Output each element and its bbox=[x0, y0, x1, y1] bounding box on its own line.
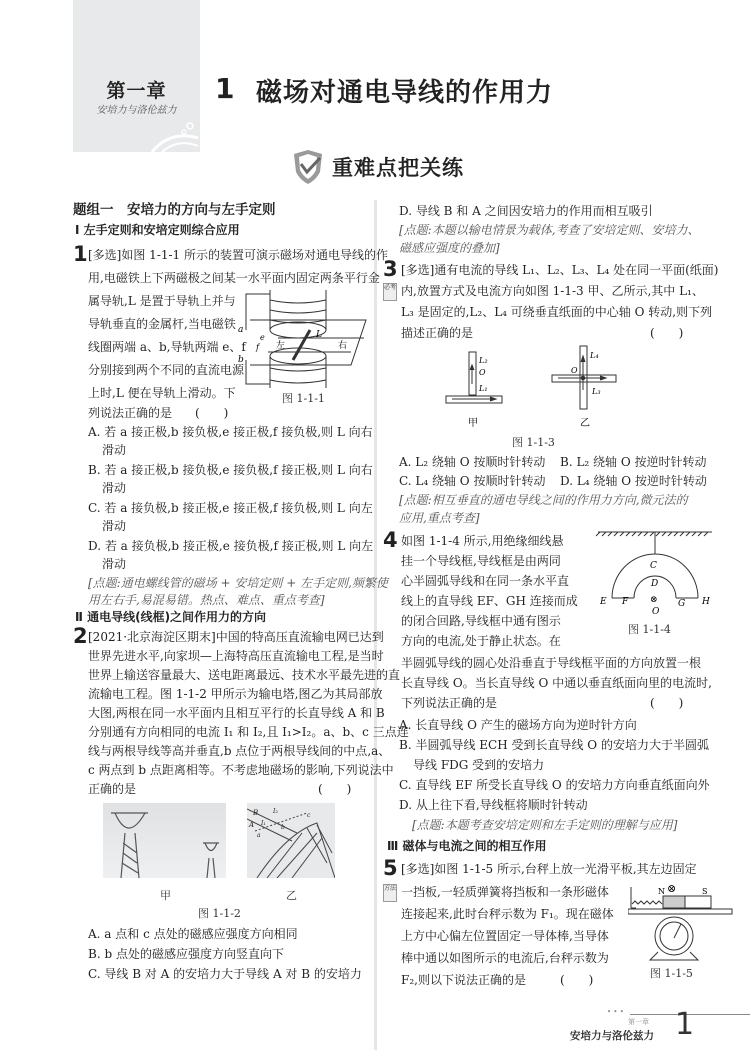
label-A: A bbox=[249, 821, 255, 829]
label-N: N bbox=[658, 887, 665, 896]
chapter-label: 第一章 bbox=[106, 80, 167, 102]
tip-text: 磁感应强度的叠加] bbox=[399, 241, 500, 255]
question-number: 3 bbox=[383, 257, 398, 281]
option-b[interactable]: B. 若 a 接正极,b 接负极,e 接负极,f 接正极,则 L 向右 bbox=[88, 463, 373, 477]
answer-blank[interactable]: ( ) bbox=[650, 696, 684, 710]
question-text-line: 连接起来,此时台秤示数为 F₁。现在磁体 bbox=[401, 907, 614, 921]
footer-chapter: 第一章 bbox=[628, 1018, 649, 1026]
question-text-line: [多选]如图 1-1-1 所示的装置可演示磁场对通电导线的作 bbox=[88, 248, 389, 262]
tip-text: [点题:本题考查安培定则和左手定则的理解与应用] bbox=[412, 818, 678, 832]
label-L4: L₄ bbox=[590, 351, 599, 360]
label-E: E bbox=[600, 597, 607, 607]
label-O: O bbox=[479, 368, 486, 377]
tip-text: 应用,重点考查] bbox=[399, 511, 480, 525]
label-F: F bbox=[622, 597, 629, 607]
answer-blank[interactable]: ( ) bbox=[195, 406, 229, 420]
question-text-line: 棒中通以如图所示的电流后,台秤示数为 bbox=[401, 951, 609, 965]
question-text-line: 上方中心偏左位置固定一导体棒,当导体 bbox=[401, 929, 609, 943]
photo-label-yi: 乙 bbox=[286, 889, 297, 902]
figure-caption: 图 1-1-2 bbox=[198, 907, 241, 920]
question-text-line: 心半圆弧导线和在同一条水平直 bbox=[401, 574, 570, 588]
label-C: C bbox=[650, 561, 657, 571]
label-G: G bbox=[678, 599, 686, 609]
question-text-line: c 两点到 b 点距离相等。不考虑地磁场的影响,下列说法中 bbox=[88, 763, 394, 777]
question-text-line: 导轨垂直的金属杆,当电磁铁 bbox=[88, 317, 236, 331]
question-text-line: 用,电磁铁上下两磁极之间某一水平面内固定两条平行金 bbox=[88, 271, 380, 285]
label-L1: L₁ bbox=[479, 384, 488, 393]
answer-blank[interactable]: ( ) bbox=[560, 973, 594, 987]
tip-text: [点题:本题以输电情景为载体,考查了安培定则、安培力、 bbox=[399, 223, 700, 237]
option-b-cont: 滑动 bbox=[102, 481, 127, 495]
lesson-number: 1 bbox=[215, 72, 235, 105]
label-B: B bbox=[253, 809, 259, 817]
label-H: H bbox=[702, 597, 710, 607]
question-number: 1 bbox=[73, 242, 88, 266]
label-left: 左 bbox=[276, 341, 286, 351]
cross-current-icon: ⊗ bbox=[667, 882, 677, 895]
swirl-ornament-icon bbox=[150, 118, 200, 153]
label-a: a bbox=[238, 325, 244, 335]
figure-caption: 图 1-1-4 bbox=[628, 623, 671, 636]
figure-caption: 图 1-1-3 bbox=[512, 436, 555, 449]
label-S: S bbox=[702, 887, 708, 896]
option-c[interactable]: C. 直导线 EF 所受长直导线 O 的安培力方向垂直纸面向外 bbox=[399, 778, 710, 792]
photo-tower-closeup bbox=[247, 803, 335, 878]
answer-blank[interactable]: ( ) bbox=[650, 326, 684, 340]
shield-check-icon bbox=[290, 148, 326, 186]
label-D: D bbox=[651, 579, 659, 589]
question-text-line: [2021·北京海淀区期末]中国的特高压直流输电网已达到 bbox=[88, 630, 384, 644]
question-text-line: 长直导线 O。当长直导线 O 中通以垂直纸面向里的电流时, bbox=[401, 676, 712, 690]
column-divider bbox=[374, 200, 377, 1050]
tip-text: [点题:通电螺线管的磁场 + 安培定则 + 左手定则,频繁使 bbox=[88, 576, 388, 590]
label-O: O bbox=[652, 607, 660, 617]
tip-text: [点题:相互垂直的通电导线之间的作用力方向,微元法的 bbox=[399, 493, 688, 507]
question-text-line: [多选]通有电流的导线 L₁、L₂、L₃、L₄ 处在同一平面(纸面) bbox=[401, 263, 719, 277]
question-text-line: 大图,两根在同一水平面内且相互平行的长直导线 A 和 B bbox=[88, 706, 385, 720]
question-text-line: 下列说法正确的是 bbox=[401, 696, 498, 710]
label-jia: 甲 bbox=[468, 418, 478, 429]
question-text-line: F₂,则以下说法正确的是 bbox=[401, 973, 526, 987]
question-text-line: L₃ 是固定的,L₂、L₄ 可绕垂直纸面的中心轴 O 转动,则下列 bbox=[401, 305, 713, 319]
option-a-cont: 滑动 bbox=[102, 443, 127, 457]
option-c[interactable]: C. 若 a 接负极,b 接正极,e 接正极,f 接负极,则 L 向左 bbox=[88, 501, 373, 515]
lesson-title: 磁场对通电导线的作用力 bbox=[256, 78, 554, 108]
option-d[interactable]: D. L₄ 绕轴 O 按逆时针转动 bbox=[560, 474, 707, 488]
page-number: 1 bbox=[675, 1007, 695, 1042]
group-title: 题组一 安培力的方向与左手定则 bbox=[73, 202, 276, 218]
option-a[interactable]: A. L₂ 绕轴 O 按顺时针转动 bbox=[399, 455, 546, 469]
label-b: b bbox=[238, 355, 244, 365]
answer-blank[interactable]: ( ) bbox=[318, 782, 352, 796]
subsection-title-1: Ⅰ 左手定则和安培定则综合应用 bbox=[75, 223, 240, 237]
label-a: a bbox=[257, 832, 261, 839]
option-b[interactable]: B. 半圆弧导线 ECH 受到长直导线 O 的安培力大于半圆弧 bbox=[399, 738, 709, 752]
question-text-line: 半圆弧导线的圆心处沿垂直于导线框平面的方向放置一根 bbox=[401, 656, 702, 670]
figure-caption: 图 1-1-1 bbox=[282, 392, 325, 405]
question-text-line: 描述正确的是 bbox=[401, 326, 474, 340]
question-text-line: 一挡板,一轻质弹簧将挡板和一条形磁体 bbox=[401, 885, 609, 899]
question-number: 4 bbox=[383, 528, 398, 552]
photo-transmission-tower bbox=[103, 803, 226, 878]
footer-dots: • • • bbox=[607, 1008, 624, 1016]
photo-label-jia: 甲 bbox=[160, 889, 171, 902]
question-text-line: 流输电工程。图 1-1-2 甲所示为输电塔,图乙为其局部放 bbox=[88, 687, 383, 701]
option-d-cont: 滑动 bbox=[102, 557, 127, 571]
label-O: O bbox=[571, 366, 578, 375]
option-a[interactable]: A. 长直导线 O 产生的磁场方向为逆时针方向 bbox=[399, 718, 637, 732]
option-a[interactable]: A. a 点和 c 点处的磁感应强度方向相同 bbox=[88, 927, 298, 941]
question-text-line: 方向的电流,处于静止状态。在 bbox=[401, 634, 561, 648]
question-text-line: 属导轨,L 是置于导轨上并与 bbox=[88, 294, 236, 308]
method-badge: 方法 bbox=[383, 884, 397, 902]
figure-caption: 图 1-1-5 bbox=[650, 967, 693, 980]
option-b[interactable]: B. b 点处的磁感应强度方向竖直向下 bbox=[88, 947, 284, 961]
option-d[interactable]: D. 从上往下看,导线框将顺时针转动 bbox=[399, 798, 588, 812]
question-text-line: 世界先进水平,向家坝—上海特高压直流输电工程,是当时 bbox=[88, 649, 384, 663]
question-text-line: 内,放置方式及电流方向如图 1-1-3 甲、乙所示,其中 L₁、 bbox=[401, 284, 704, 298]
question-text-line: 列说法正确的是 bbox=[88, 406, 173, 420]
label-yi: 乙 bbox=[580, 418, 590, 429]
label-e: e bbox=[260, 333, 265, 342]
figure-semicircle-frame bbox=[590, 530, 720, 618]
question-text-line: 的闭合回路,导线框中通有图示 bbox=[401, 614, 561, 628]
option-b[interactable]: B. L₂ 绕轴 O 按逆时针转动 bbox=[560, 455, 707, 469]
question-number: 5 bbox=[383, 856, 398, 880]
question-text-line: [多选]如图 1-1-5 所示,台秤上放一光滑平板,其左边固定 bbox=[401, 862, 697, 876]
label-I1: I₁ bbox=[261, 820, 266, 827]
section-title: 重难点把关练 bbox=[332, 156, 464, 180]
question-text-line: 上时,L 便在导轨上滑动。下 bbox=[88, 386, 236, 400]
subsection-title-3: Ⅲ 磁体与电流之间的相互作用 bbox=[387, 839, 547, 853]
figure-electromagnet-rails bbox=[238, 290, 370, 388]
option-c[interactable]: C. 导线 B 对 A 的安培力大于导线 A 对 B 的安培力 bbox=[88, 967, 362, 981]
option-b-cont: 导线 FDG 受到的安培力 bbox=[413, 758, 545, 772]
figure-crossed-wires bbox=[440, 344, 660, 434]
option-d[interactable]: D. 导线 B 和 A 之间因安培力的作用而相互吸引 bbox=[399, 204, 653, 218]
subsection-title-2: Ⅱ 通电导线(线框)之间作用力的方向 bbox=[75, 610, 267, 624]
option-d[interactable]: D. 若 a 接负极,b 接正极,e 接负极,f 接正极,则 L 向左 bbox=[88, 539, 374, 553]
label-L3: L₃ bbox=[592, 387, 601, 396]
question-text-line: 如图 1-1-4 所示,用绝缘细线悬 bbox=[401, 534, 564, 548]
question-number: 2 bbox=[73, 624, 88, 648]
question-text-line: 线圈两端 a、b,导轨两端 e、f bbox=[88, 340, 246, 354]
label-L2: L₂ bbox=[479, 356, 488, 365]
label-c: c bbox=[307, 812, 311, 819]
chapter-subtitle: 安培力与洛伦兹力 bbox=[96, 105, 177, 116]
question-text-line: 线上的直导线 EF、GH 连接而成 bbox=[401, 594, 578, 608]
label-f: f bbox=[256, 343, 259, 352]
option-c[interactable]: C. L₄ 绕轴 O 按顺时针转动 bbox=[399, 474, 546, 488]
option-c-cont: 滑动 bbox=[102, 519, 127, 533]
question-text-line: 分别通有方向相同的电流 I₁ 和 I₂,且 I₁>I₂。a、b、c 三点连 bbox=[88, 725, 409, 739]
key-point-badge: 必考 bbox=[383, 283, 397, 301]
label-right: 右 bbox=[338, 341, 348, 351]
cross-current-icon: ⊗ bbox=[650, 595, 658, 605]
question-text-line: 挂一个导线框,导线框是由两同 bbox=[401, 554, 561, 568]
option-a[interactable]: A. 若 a 接正极,b 接负极,e 接正极,f 接负极,则 L 向右 bbox=[88, 425, 373, 439]
question-text-line: 线与两根导线等高并垂直,b 点位于两根导线间的中点,a、 bbox=[88, 744, 391, 758]
label-b: b bbox=[281, 824, 285, 831]
label-I2: I₂ bbox=[273, 808, 278, 815]
tip-text: 用左右手,易混易错。热点、难点、重点考查] bbox=[88, 593, 325, 607]
question-text-line: 分别接到两个不同的直流电源 bbox=[88, 363, 245, 377]
label-L: L bbox=[316, 330, 322, 340]
figure-scale-magnet bbox=[628, 882, 746, 962]
question-text-line: 世界上输送容量最大、送电距离最远、技术水平最先进的直 bbox=[88, 668, 401, 682]
footer-subtitle: 安培力与洛伦兹力 bbox=[570, 1030, 654, 1042]
question-text-line: 正确的是 bbox=[88, 782, 137, 796]
